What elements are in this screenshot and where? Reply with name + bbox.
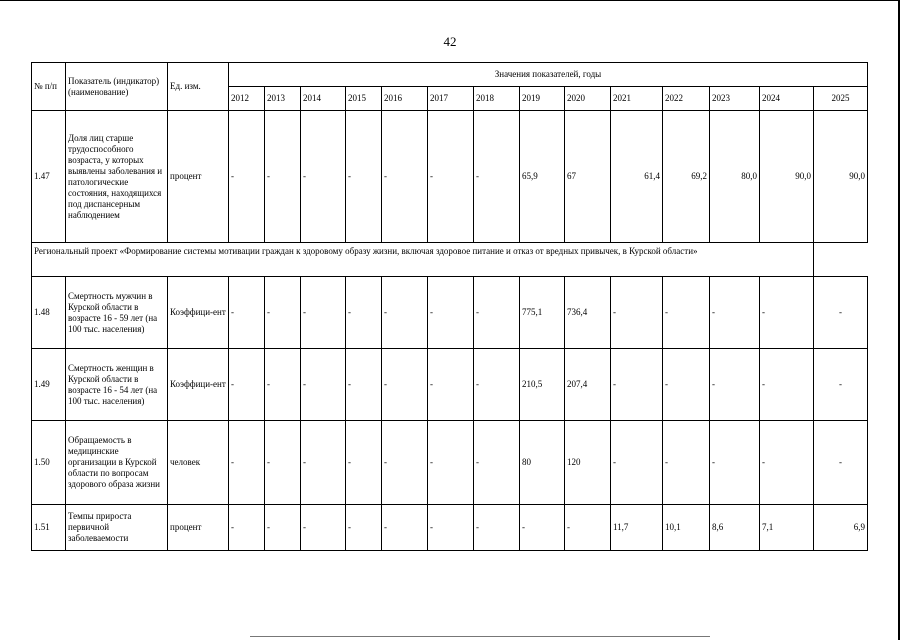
header-year: 2022 — [663, 87, 710, 111]
row-number: 1.49 — [32, 349, 66, 421]
value-cell: 120 — [565, 421, 611, 505]
value-cell: 8,6 — [710, 505, 760, 551]
table-row — [32, 277, 868, 349]
value-cell: 90,0 — [814, 111, 868, 243]
scan-edge-line — [250, 636, 710, 637]
unit-cell: процент — [168, 111, 229, 243]
value-cell: - — [428, 421, 474, 505]
indicator-name: Темпы прироста первичной заболеваемости — [66, 505, 168, 551]
header-year: 2013 — [265, 87, 301, 111]
value-cell: 11,7 — [611, 505, 663, 551]
value-cell: - — [382, 349, 428, 421]
header-year: 2017 — [428, 87, 474, 111]
header-unit: Ед. изм. — [168, 63, 229, 111]
header-num: № п/п — [32, 63, 66, 111]
value-cell: - — [565, 505, 611, 551]
value-cell: - — [814, 421, 868, 505]
value-cell: 207,4 — [565, 349, 611, 421]
value-cell: - — [428, 349, 474, 421]
value-cell: - — [760, 277, 814, 349]
value-cell: 90,0 — [760, 111, 814, 243]
value-cell: 61,4 — [611, 111, 663, 243]
page-frame-right — [898, 0, 900, 640]
value-cell: - — [814, 277, 868, 349]
value-cell: - — [301, 277, 346, 349]
value-cell: 80 — [520, 421, 565, 505]
value-cell: 65,9 — [520, 111, 565, 243]
value-cell: - — [611, 349, 663, 421]
section-title: Региональный проект «Формирование системы мотивации граждан к здоровому образу жизни, включая здоровое питание и отказ от вредных привычек, в Курской области» — [32, 243, 814, 277]
indicator-name: Обращаемость в медицинские организации в Курской области по вопросам здорового образа жизни — [66, 421, 168, 505]
value-cell: - — [382, 111, 428, 243]
value-cell: 10,1 — [663, 505, 710, 551]
table-row — [32, 111, 868, 243]
value-cell: - — [301, 421, 346, 505]
value-cell: - — [265, 111, 301, 243]
value-cell: - — [346, 277, 382, 349]
table-row — [32, 505, 868, 551]
value-cell: - — [229, 277, 265, 349]
row-number: 1.48 — [32, 277, 66, 349]
table-row — [32, 349, 868, 421]
header-year: 2021 — [611, 87, 663, 111]
unit-cell: Коэффици-ент — [168, 349, 229, 421]
value-cell: - — [346, 111, 382, 243]
value-cell: - — [760, 349, 814, 421]
header-year: 2016 — [382, 87, 428, 111]
value-cell: 69,2 — [663, 111, 710, 243]
value-cell: - — [520, 505, 565, 551]
page-frame-top — [0, 0, 900, 1]
indicators-table — [31, 62, 868, 551]
value-cell: - — [301, 349, 346, 421]
value-cell: - — [760, 421, 814, 505]
value-cell: - — [474, 277, 520, 349]
value-cell: - — [474, 421, 520, 505]
unit-cell: Коэффици-ент — [168, 277, 229, 349]
table-body — [32, 111, 868, 551]
header-year: 2024 — [760, 87, 814, 111]
unit-cell: процент — [168, 505, 229, 551]
header-year: 2023 — [710, 87, 760, 111]
value-cell: - — [428, 505, 474, 551]
value-cell: 736,4 — [565, 277, 611, 349]
header-year: 2020 — [565, 87, 611, 111]
value-cell: - — [382, 505, 428, 551]
header-year: 2018 — [474, 87, 520, 111]
value-cell: - — [663, 277, 710, 349]
value-cell: 67 — [565, 111, 611, 243]
value-cell: - — [265, 421, 301, 505]
value-cell: - — [663, 421, 710, 505]
value-cell: 80,0 — [710, 111, 760, 243]
row-number: 1.51 — [32, 505, 66, 551]
indicator-name: Доля лиц старше трудоспособного возраста, у которых выявлены заболевания и патологические состояния, находящихся под диспансерным наблюдением — [66, 111, 168, 243]
value-cell: - — [474, 349, 520, 421]
value-cell: - — [428, 111, 474, 243]
indicator-name: Смертность мужчин в Курской области в возрасте 16 - 59 лет (на 100 тыс. населения) — [66, 277, 168, 349]
header-indicator: Показатель (индикатор) (наименование) — [66, 63, 168, 111]
section-row — [32, 243, 868, 277]
value-cell: - — [382, 277, 428, 349]
value-cell: 775,1 — [520, 277, 565, 349]
value-cell: 7,1 — [760, 505, 814, 551]
row-number: 1.50 — [32, 421, 66, 505]
header-year: 2025 — [814, 87, 868, 111]
header-year: 2019 — [520, 87, 565, 111]
value-cell: - — [382, 421, 428, 505]
value-cell: - — [265, 349, 301, 421]
value-cell: - — [265, 277, 301, 349]
value-cell: - — [229, 349, 265, 421]
value-cell: - — [710, 349, 760, 421]
value-cell: - — [229, 421, 265, 505]
value-cell: - — [428, 277, 474, 349]
value-cell: - — [814, 349, 868, 421]
value-cell: - — [346, 505, 382, 551]
header-year: 2012 — [229, 87, 265, 111]
value-cell: - — [301, 505, 346, 551]
indicator-name: Смертность женщин в Курской области в возрасте 16 - 54 лет (на 100 тыс. населения) — [66, 349, 168, 421]
value-cell: - — [229, 111, 265, 243]
value-cell: 210,5 — [520, 349, 565, 421]
value-cell: - — [710, 277, 760, 349]
value-cell: - — [663, 349, 710, 421]
table-row — [32, 421, 868, 505]
value-cell: - — [346, 421, 382, 505]
header-year: 2014 — [301, 87, 346, 111]
value-cell: - — [229, 505, 265, 551]
value-cell: - — [611, 421, 663, 505]
value-cell: - — [265, 505, 301, 551]
header-values-title: Значения показателей, годы — [229, 63, 868, 87]
row-number: 1.47 — [32, 111, 66, 243]
unit-cell: человек — [168, 421, 229, 505]
value-cell: 6,9 — [814, 505, 868, 551]
header-year: 2015 — [346, 87, 382, 111]
value-cell: - — [474, 505, 520, 551]
page-number: 42 — [443, 34, 457, 49]
value-cell: - — [301, 111, 346, 243]
value-cell: - — [611, 277, 663, 349]
value-cell: - — [346, 349, 382, 421]
value-cell: - — [710, 421, 760, 505]
value-cell: - — [474, 111, 520, 243]
